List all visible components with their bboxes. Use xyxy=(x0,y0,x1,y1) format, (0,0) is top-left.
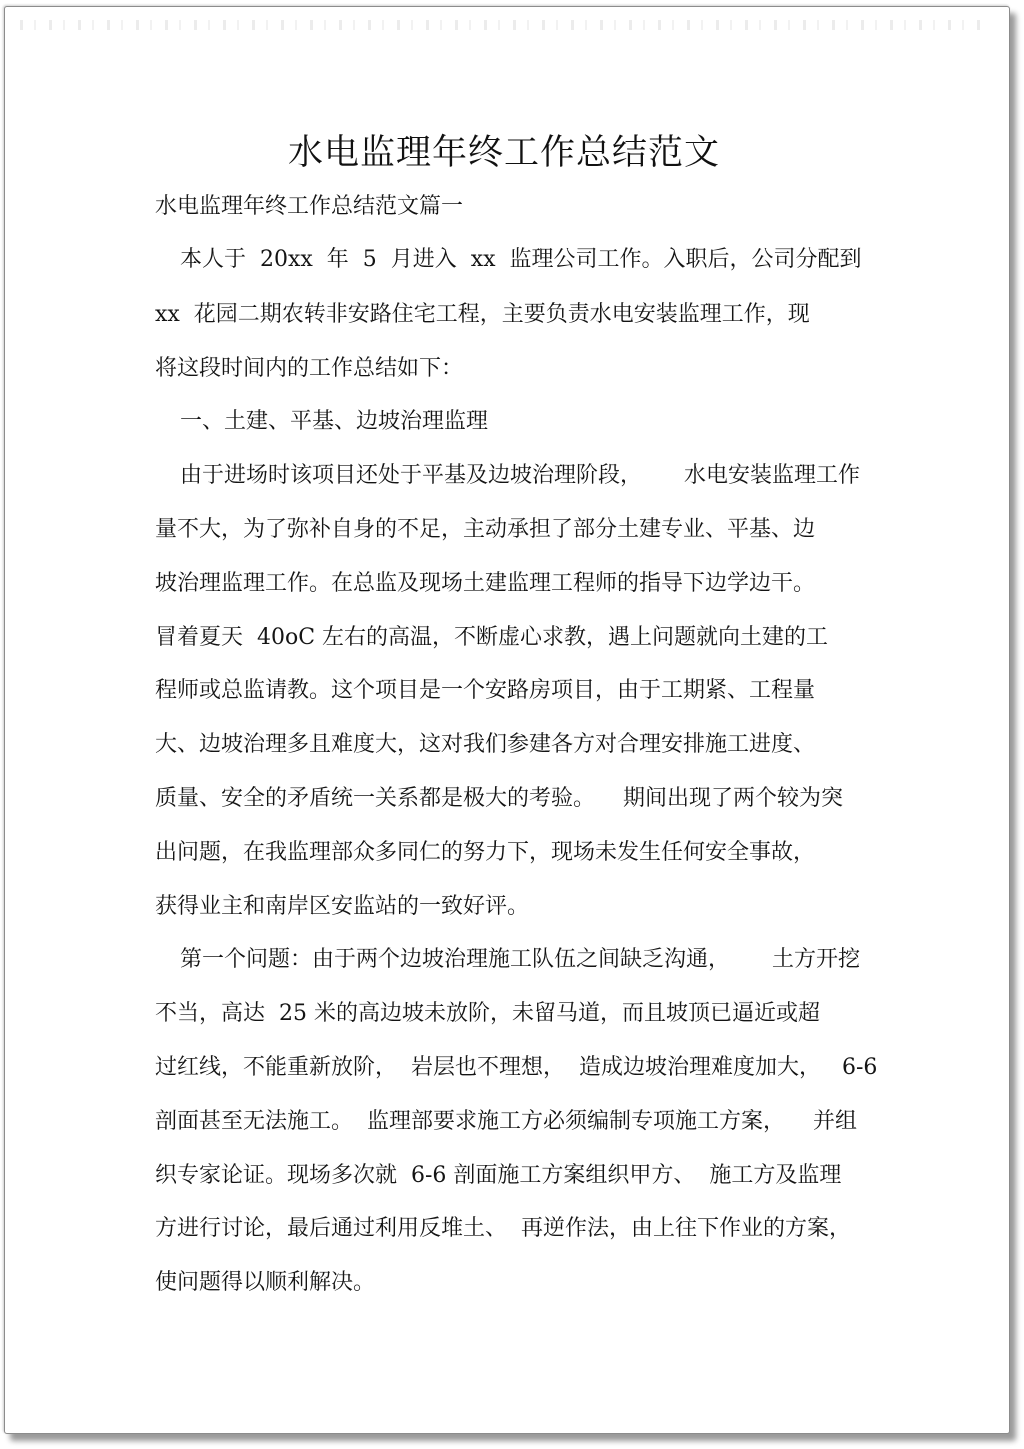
document-subtitle: 水电监理年终工作总结范文篇一 xyxy=(155,194,464,219)
paragraph-line: 将这段时间内的工作总结如下： xyxy=(155,356,464,381)
paragraph-line: 方进行讨论，最后通过利用反堆土、 再逆作法，由上往下作业的方案， xyxy=(155,1216,851,1241)
paragraph-line: 坡治理监理工作。在总监及现场土建监理工程师的指导下边学边干。 xyxy=(155,571,816,596)
section-heading: 一、土建、平基、边坡治理监理 xyxy=(180,409,489,434)
paragraph-line: 织专家论证。现场多次就 6-6 剖面施工方案组织甲方、 施工方及监理 xyxy=(155,1163,842,1188)
paragraph-line: 获得业主和南岸区安监站的一致好评。 xyxy=(155,894,530,919)
paragraph-line: 程师或总监请教。这个项目是一个安路房项目，由于工期紧、工程量 xyxy=(155,678,816,703)
paragraph-line: 大、边坡治理多且难度大，这对我们参建各方对合理安排施工进度、 xyxy=(155,732,816,757)
paragraph-line: 剖面甚至无法施工。 监理部要求施工方必须编制专项施工方案， 并组 xyxy=(155,1109,857,1134)
paragraph-line: 本人于 20xx 年 5 月进入 xx 监理公司工作。入职后，公司分配到 xyxy=(180,247,862,272)
paragraph-line: 第一个问题：由于两个边坡治理施工队伍之间缺乏沟通， 土方开挖 xyxy=(180,947,860,972)
paragraph-line: 冒着夏天 40oC 左右的高温，不断虚心求教，遇上问题就向土建的工 xyxy=(155,625,829,650)
paragraph-line: 量不大，为了弥补自身的不足，主动承担了部分土建专业、平基、边 xyxy=(155,517,816,542)
paragraph-line: 不当，高达 25 米的高边坡未放阶，未留马道，而且坡顶已逼近或超 xyxy=(155,1001,820,1026)
paragraph-line: 使问题得以顺利解决。 xyxy=(155,1270,376,1295)
scan-artifact-strip xyxy=(20,20,990,30)
paragraph-line: 过红线，不能重新放阶， 岩层也不理想， 造成边坡治理难度加大， 6-6 xyxy=(155,1055,878,1080)
paragraph-line: 由于进场时该项目还处于平基及边坡治理阶段， 水电安装监理工作 xyxy=(180,463,860,488)
paragraph-line: xx 花园二期农转非安路住宅工程，主要负责水电安装监理工作，现 xyxy=(155,302,810,327)
paragraph-line: 质量、安全的矛盾统一关系都是极大的考验。 期间出现了两个较为突 xyxy=(155,786,843,811)
paragraph-line: 出问题，在我监理部众多同仁的努力下，现场未发生任何安全事故， xyxy=(155,840,816,865)
document-title: 水电监理年终工作总结范文 xyxy=(287,133,720,173)
